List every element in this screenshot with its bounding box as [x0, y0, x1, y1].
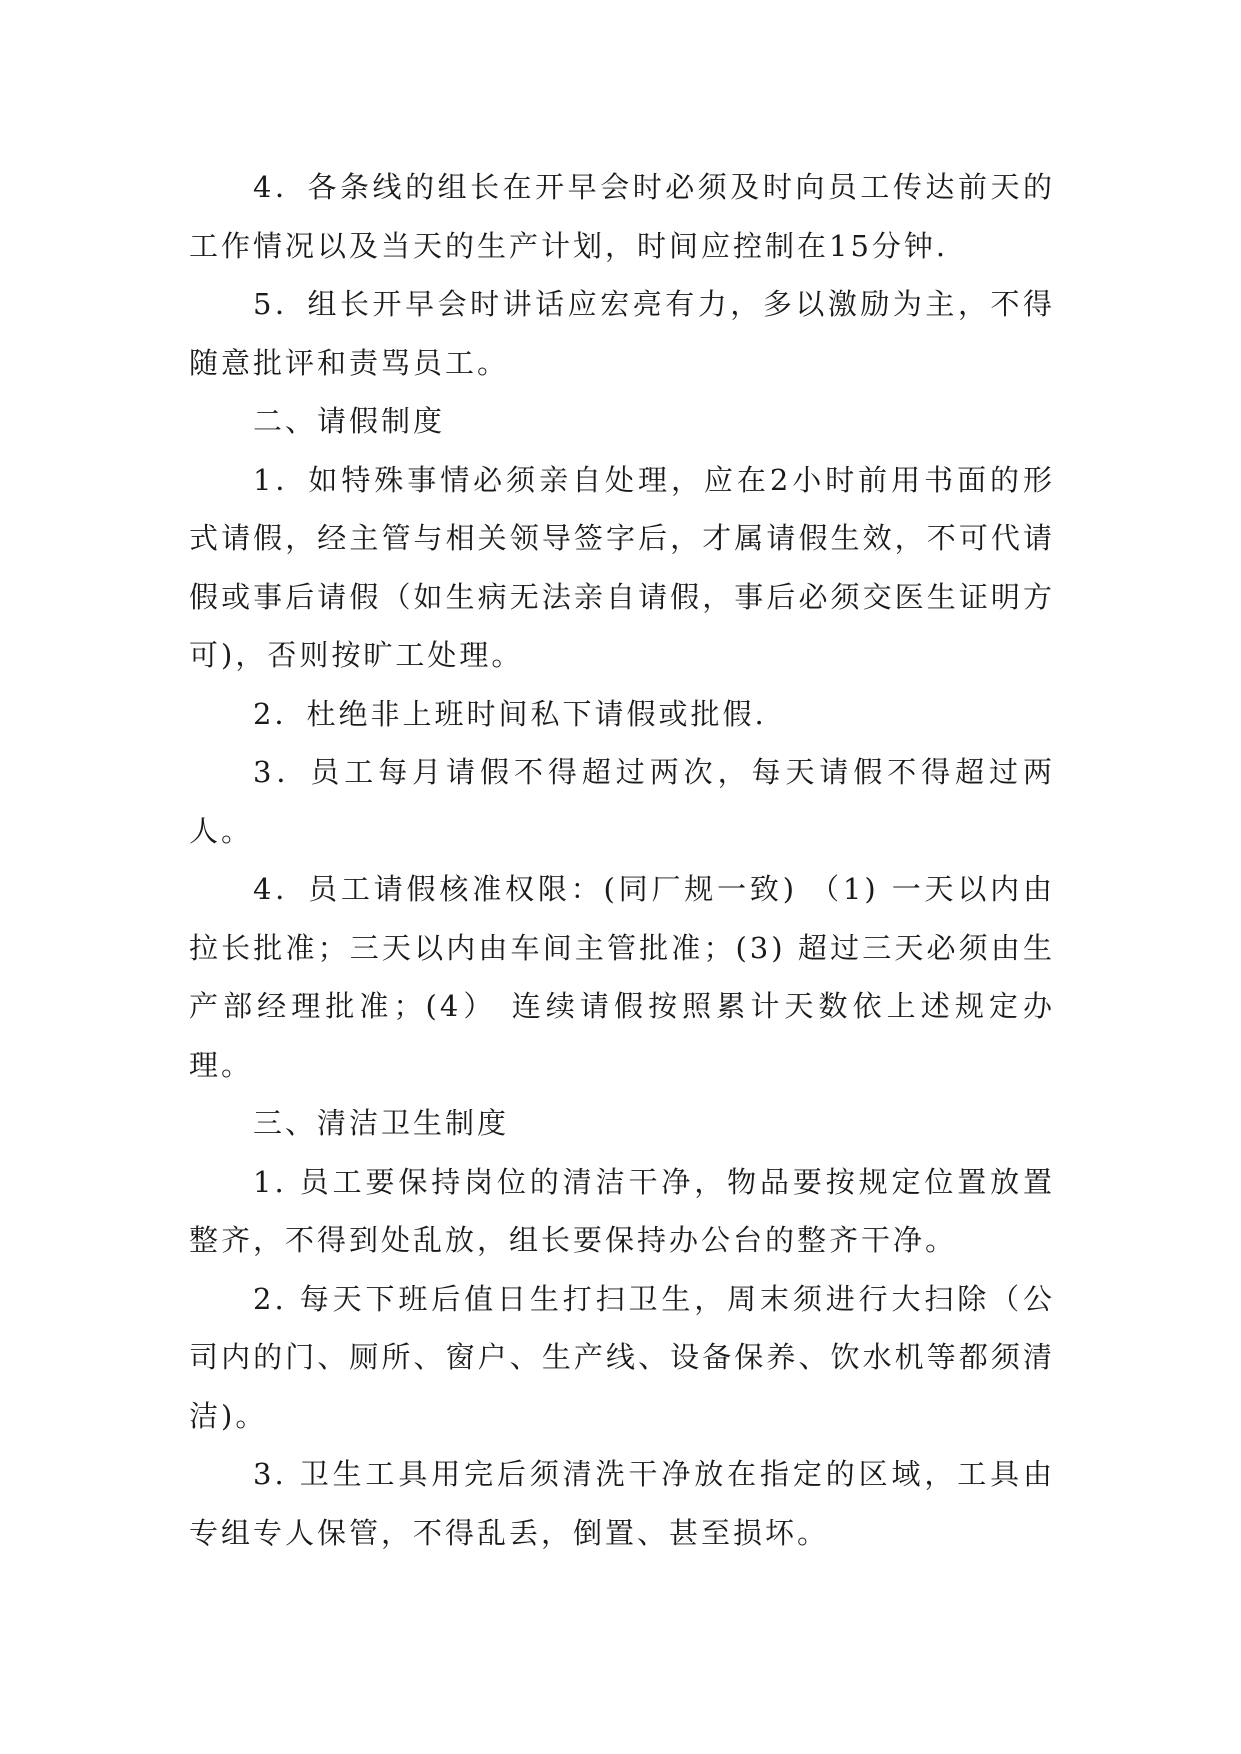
section-heading-leave-policy: 二、请假制度: [253, 404, 446, 438]
paragraph-hygiene-rule-2: 2. 每天下班后值日生打扫卫生，周末须进行大扫除（公司内的门、厕所、窗户、生产线、设备保养、饮水机等都须清洁)。: [189, 1281, 1055, 1433]
paragraph-meeting-rule-5: 5．组长开早会时讲话应宏亮有力，多以激励为主，不得随意批评和责骂员工。: [189, 287, 1055, 380]
paragraph-leave-rule-1: 1．如特殊事情必须亲自处理，应在2小时前用书面的形式请假，经主管与相关领导签字后，才属请假生效，不可代请假或事后请假（如生病无法亲自请假，事后必须交医生证明方可)，否则按旷工处理。: [189, 462, 1055, 672]
paragraph-meeting-rule-4: 4．各条线的组长在开早会时必须及时向员工传达前天的工作情况以及当天的生产计划，时间应控制在15分钟.: [189, 170, 1055, 263]
paragraph-leave-rule-2: 2．杜绝非上班时间私下请假或批假.: [253, 696, 767, 731]
document-page: [189, 158, 1055, 1562]
paragraph-leave-rule-4: 4．员工请假核准权限：(同厂规一致) （1) 一天以内由拉长批准；三天以内由车间主管批准；(3) 超过三天必须由生产部经理批准；(4） 连续请假按照累计天数依上述规定办理。: [189, 872, 1055, 1082]
paragraph-hygiene-rule-1: 1. 员工要保持岗位的清洁干净，物品要按规定位置放置整齐，不得到处乱放，组长要保持办公台的整齐干净。: [189, 1164, 1055, 1257]
section-heading-hygiene-policy: 三、清洁卫生制度: [253, 1106, 510, 1140]
paragraph-leave-rule-3: 3．员工每月请假不得超过两次，每天请假不得超过两人。: [189, 755, 1055, 848]
paragraph-hygiene-rule-3: 3. 卫生工具用完后须清洗干净放在指定的区域，工具由专组专人保管，不得乱丢，倒置、甚至损坏。: [189, 1457, 1055, 1550]
